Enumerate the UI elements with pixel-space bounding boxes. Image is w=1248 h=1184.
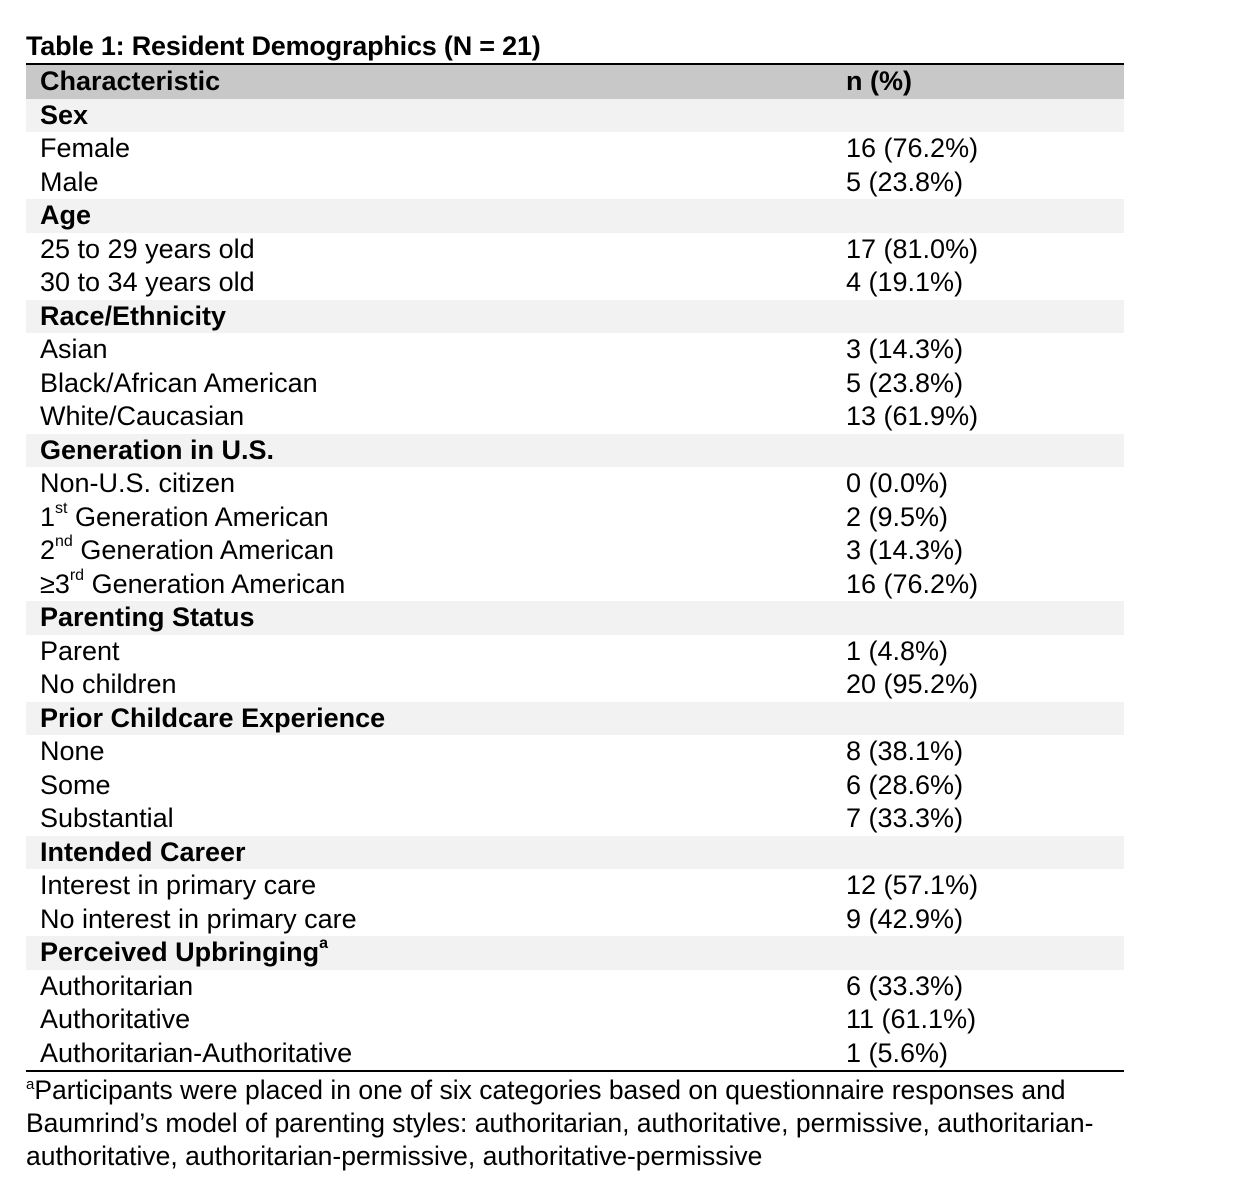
table-row xyxy=(26,467,1124,501)
row-value: 5 (23.8%) xyxy=(846,367,964,398)
table-row xyxy=(26,802,1124,836)
row-label: None xyxy=(40,736,105,767)
ordinal-suffix: nd xyxy=(55,533,73,551)
row-label-suffix: Generation American xyxy=(84,568,346,599)
row-value: 2 (9.5%) xyxy=(846,501,949,532)
section-label-text: Age xyxy=(40,200,92,231)
row-label-suffix: Generation American xyxy=(67,501,329,532)
row-label xyxy=(26,499,846,533)
table-row xyxy=(26,132,1124,166)
section-label-text: Sex xyxy=(40,99,89,130)
table-row xyxy=(26,568,1124,602)
row-label: Authoritarian xyxy=(40,970,194,1001)
demographics-table xyxy=(26,63,1124,1072)
section-row xyxy=(26,836,1124,870)
row-value: 1 (4.8%) xyxy=(846,635,949,666)
section-row xyxy=(26,300,1124,334)
table-row xyxy=(26,668,1124,702)
table-row xyxy=(26,367,1124,401)
document xyxy=(26,30,1124,1173)
header-value: n (%) xyxy=(846,66,912,97)
section-label xyxy=(26,100,846,131)
table-row xyxy=(26,333,1124,367)
row-label: Authoritative xyxy=(40,1004,191,1035)
table-header-row xyxy=(26,65,1124,99)
row-value: 7 (33.3%) xyxy=(846,803,964,834)
row-value: 16 (76.2%) xyxy=(846,568,979,599)
row-label: Some xyxy=(40,769,111,800)
row-label: No interest in primary care xyxy=(40,903,357,934)
table-row xyxy=(26,233,1124,267)
row-label: Female xyxy=(40,133,131,164)
row-value: 4 (19.1%) xyxy=(846,267,964,298)
section-row xyxy=(26,434,1124,468)
row-label: Interest in primary care xyxy=(40,870,317,901)
table-row xyxy=(26,769,1124,803)
table-title: Table 1: Resident Demographics (N = 21) xyxy=(26,31,541,61)
row-label: Asian xyxy=(40,334,108,365)
section-label-text: Race/Ethnicity xyxy=(40,300,227,331)
section-row xyxy=(26,702,1124,736)
section-row xyxy=(26,601,1124,635)
row-label: Substantial xyxy=(40,803,174,834)
footnote-text: Participants were placed in one of six categories based on questionnaire responses and Baumrind’s model of parenting styles: authoritarian, authoritative, permissive, authoritarian-authoritative, authoritarian-permissive, authoritative-permissive xyxy=(26,1075,1094,1171)
table-body xyxy=(26,99,1124,1071)
row-label: No children xyxy=(40,669,177,700)
ordinal-suffix: st xyxy=(55,499,68,517)
row-value: 20 (95.2%) xyxy=(846,669,979,700)
row-label: Non-U.S. citizen xyxy=(40,468,236,499)
section-label xyxy=(26,602,846,633)
section-label-text: Perceived Upbringing xyxy=(40,937,320,968)
row-label xyxy=(26,535,846,566)
row-value: 17 (81.0%) xyxy=(846,233,979,264)
row-label: Authoritarian-Authoritative xyxy=(40,1037,353,1068)
section-label xyxy=(26,435,846,466)
row-value: 16 (76.2%) xyxy=(846,133,979,164)
section-label-text: Generation in U.S. xyxy=(40,434,275,465)
row-value: 13 (61.9%) xyxy=(846,401,979,432)
row-value: 12 (57.1%) xyxy=(846,870,979,901)
ordinal-suffix: rd xyxy=(69,566,85,584)
row-label: Male xyxy=(40,166,99,197)
section-label xyxy=(26,937,846,968)
row-label: 25 to 29 years old xyxy=(40,233,255,264)
table-row xyxy=(26,501,1124,535)
row-value: 3 (14.3%) xyxy=(846,334,964,365)
section-row xyxy=(26,936,1124,970)
table-row xyxy=(26,266,1124,300)
section-row xyxy=(26,99,1124,133)
table-row xyxy=(26,166,1124,200)
section-label xyxy=(26,200,846,231)
row-value: 0 (0.0%) xyxy=(846,468,949,499)
section-label-text: Prior Childcare Experience xyxy=(40,702,386,733)
row-value: 6 (28.6%) xyxy=(846,769,964,800)
section-label-text: Parenting Status xyxy=(40,602,255,633)
row-label xyxy=(26,566,846,600)
row-label: Black/African American xyxy=(40,367,318,398)
table-row xyxy=(26,1003,1124,1037)
section-label xyxy=(26,837,846,868)
row-value: 11 (61.1%) xyxy=(846,1004,977,1035)
row-label-prefix: 1 xyxy=(40,501,56,532)
footnote-marker: a xyxy=(319,935,328,953)
row-value: 5 (23.8%) xyxy=(846,166,964,197)
header-characteristic: Characteristic xyxy=(40,66,221,97)
row-label-suffix: Generation American xyxy=(72,535,334,566)
section-row xyxy=(26,199,1124,233)
table-footnote xyxy=(26,1074,1124,1173)
section-label xyxy=(26,301,846,332)
section-label xyxy=(26,703,846,734)
row-value: 8 (38.1%) xyxy=(846,736,964,767)
row-label-prefix: ≥3 xyxy=(40,568,70,599)
table-row xyxy=(26,970,1124,1004)
footnote-marker: a xyxy=(26,1076,35,1094)
table-row xyxy=(26,635,1124,669)
row-label: White/Caucasian xyxy=(40,401,245,432)
table-row xyxy=(26,903,1124,937)
table-row xyxy=(26,1037,1124,1071)
row-value: 3 (14.3%) xyxy=(846,535,964,566)
table-row xyxy=(26,735,1124,769)
row-label: 30 to 34 years old xyxy=(40,267,255,298)
row-value: 6 (33.3%) xyxy=(846,970,964,1001)
table-row xyxy=(26,869,1124,903)
table-row xyxy=(26,400,1124,434)
row-label: Parent xyxy=(40,635,120,666)
row-value: 1 (5.6%) xyxy=(846,1037,949,1068)
row-value: 9 (42.9%) xyxy=(846,903,964,934)
section-label-text: Intended Career xyxy=(40,836,246,867)
table-row xyxy=(26,534,1124,568)
row-label-prefix: 2 xyxy=(40,535,56,566)
